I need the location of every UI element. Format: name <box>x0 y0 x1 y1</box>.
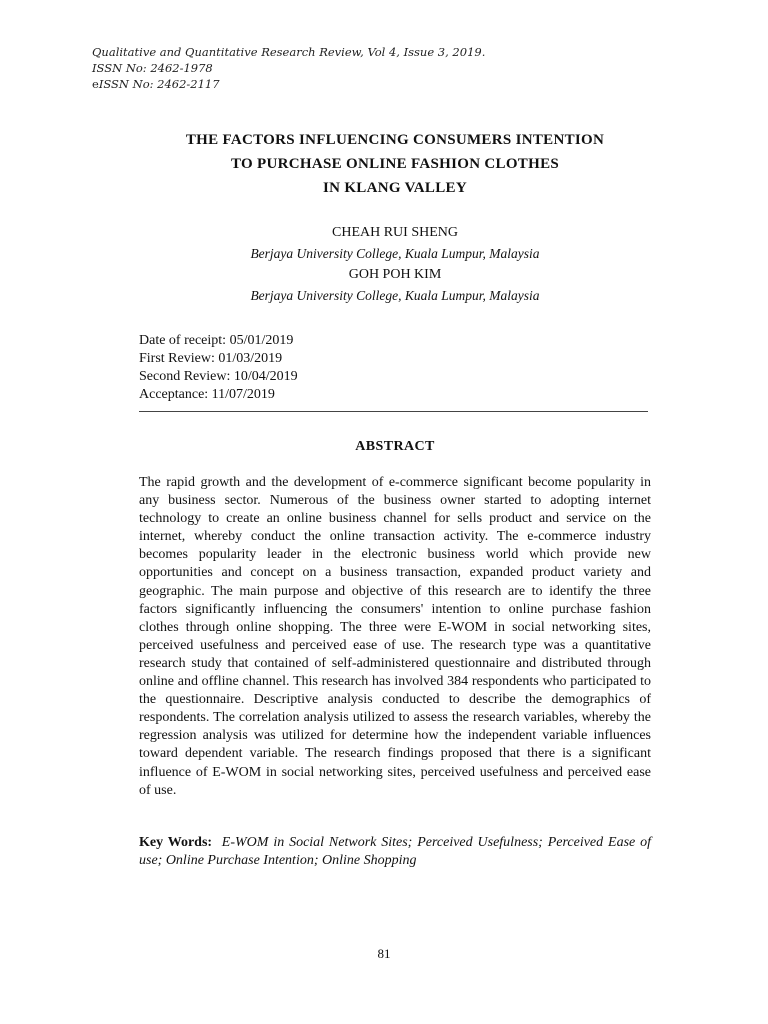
page-number: 81 <box>377 946 391 961</box>
horizontal-divider <box>139 411 648 412</box>
author-block <box>0 222 768 306</box>
first-review-date: First Review: 01/03/2019 <box>139 351 283 366</box>
paper-title <box>0 128 768 200</box>
keywords <box>139 834 651 870</box>
author-affiliation: Berjaya University College, Kuala Lumpur, Malaysia <box>250 288 540 303</box>
date-of-receipt: Date of receipt: 05/01/2019 <box>139 333 294 348</box>
paper-title-line-1: THE FACTORS INFLUENCING CONSUMERS INTENTION <box>185 132 605 148</box>
journal-eissn-prefix: e <box>92 77 99 91</box>
author-name: CHEAH RUI SHENG <box>332 225 458 240</box>
author-affiliation: Berjaya University College, Kuala Lumpur, Malaysia <box>250 246 540 261</box>
journal-citation: Qualitative and Quantitative Research Review, Vol 4, Issue 3, 2019. <box>92 45 486 59</box>
journal-issn: ISSN No: 2462-1978 <box>92 61 213 75</box>
journal-eissn <box>92 76 485 92</box>
abstract-text: The rapid growth and the development of e-commerce significant become popularity in any business sector. Numerous of the business owner started to adopting internet technology to create an online business channel for sells product and service on the internet, whereby conduct the online transaction activity. The e-commerce industry becomes popularity leader in the electronic business world which provide new opportunities and concept on a business transaction, expanded product variety and geographic. The main purpose and objective of this research are to identify the three factors significantly influencing the consumers' intention to online purchase fashion clothes through online shopping. The three were E-WOM in social networking sites, perceived usefulness and perceived ease of use. The research type was a quantitative research study that contained of self-administered questionnaire and distributed through online and offline channel. This research has involved 384 respondents who participated to the questionnaire. Descriptive analysis conducted to describe the demographics of respondents. The correlation analysis utilized to assess the research variables, whereby the regression analysis was utilized for determine how the independent variable influences toward dependent variable. The research findings proposed that there is a significant influence of E-WOM in social networking sites, perceived usefulness and perceived ease of use. <box>139 475 651 798</box>
journal-header <box>92 44 485 92</box>
paper-title-line-2: TO PURCHASE ONLINE FASHION CLOTHES <box>230 156 560 172</box>
keywords-label: Key Words: <box>139 835 213 850</box>
acceptance-date: Acceptance: 11/07/2019 <box>139 387 275 402</box>
abstract-heading: ABSTRACT <box>355 439 435 454</box>
second-review-date: Second Review: 10/04/2019 <box>139 369 298 384</box>
journal-eissn-rest: ISSN No: 2462-2117 <box>98 77 220 91</box>
keywords-text: E-WOM in Social Network Sites; Perceived Usefulness; Perceived Ease of use; Online Purchase Intention; Online Shopping <box>139 835 651 868</box>
submission-dates <box>139 332 298 404</box>
paper-title-line-3: IN KLANG VALLEY <box>323 180 467 196</box>
author-name: GOH POH KIM <box>348 267 442 282</box>
